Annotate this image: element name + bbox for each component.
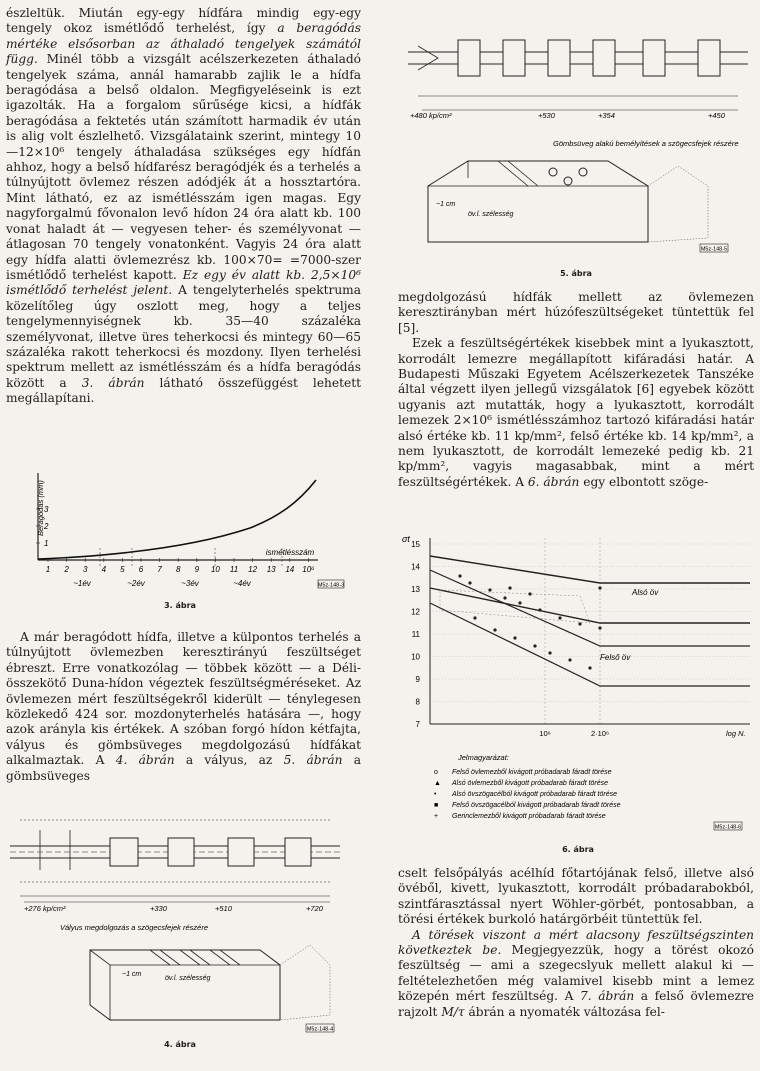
figure-reference: 5. ábrán xyxy=(283,753,343,768)
legend-symbol: • xyxy=(434,791,437,798)
data-point xyxy=(598,586,601,589)
data-point xyxy=(518,601,521,604)
data-point xyxy=(568,658,571,661)
curve-label: Alsó öv xyxy=(632,588,659,597)
figure-code: M5z-148-3 xyxy=(317,582,345,589)
dim-label: +330 xyxy=(150,904,167,913)
data-point xyxy=(533,644,536,647)
figure-reference: 4. ábrán xyxy=(115,753,175,768)
depth-label: ~1 cm xyxy=(436,201,456,208)
legend-symbol: o xyxy=(434,769,438,776)
x-tick-label: 14 xyxy=(285,565,295,574)
x-tick-label: 2 xyxy=(64,565,69,574)
data-point xyxy=(558,616,561,619)
y-tick-label: 9 xyxy=(415,675,420,684)
text-span: Ezek a feszültségértékek kisebbek mint a lyukasztott, korrodált lemezre megállapított kifáradási határ. A Budapesti Műszaki Egyetem Acélszerkezetek Tanszéke által végzett ilyen jellegű vizsgálatok [6] egyebek között ugyanis azt mutatták, hogy a lyukasztott, korrodált lemezek 2×10⁶ ismétlésszámhoz tartozó kifáradási határ alsó értéke kb. 11 kp/mm², felső értéke kb. 14 kp/mm², a nem lyukasztott, de korrodált lemezeké pedig kb. 21 kp/mm², vagyis magasabbak, mint a mért feszültségértékek. A xyxy=(398,336,754,489)
figure-3 xyxy=(20,468,350,618)
x-axis-label: log N. xyxy=(726,729,746,738)
legend-entry: Felső övlemezből kivágott próbadarab fáradt törése xyxy=(452,769,612,776)
y-tick-label: 13 xyxy=(411,585,420,594)
figure-4-caption: 4. ábra xyxy=(164,1040,196,1049)
figure-reference: 7. ábrán xyxy=(580,989,635,1004)
x-tick-label: 4 xyxy=(101,565,107,574)
legend-title: Jelmagyarázat: xyxy=(458,753,509,762)
text-span: a gömbsüveges xyxy=(6,753,361,783)
year-label: ~2év xyxy=(127,579,145,588)
year-label: ~3év xyxy=(181,579,199,588)
x-tick-label: 8 xyxy=(175,565,181,574)
data-point xyxy=(598,626,601,629)
data-point xyxy=(578,622,581,625)
emphasis-text: A törések viszont a mért alacsony feszültségszinten következtek be. xyxy=(398,927,754,958)
text-span: észleltük. Miután egy-egy hídfára mindig egy-egy tengely okoz ismétlődő terhelést, így xyxy=(6,6,361,36)
x-tick-label: 10⁶ xyxy=(302,565,315,574)
legend-symbol: ▲ xyxy=(434,780,441,787)
text-span: a vályus, az xyxy=(174,753,284,768)
y-tick-label: 10 xyxy=(411,652,420,662)
figure-4 xyxy=(10,800,350,1040)
figure-5-caption: 5. ábra xyxy=(560,269,592,278)
x-tick-label: 10⁶ xyxy=(539,729,551,738)
data-point xyxy=(458,574,461,577)
paragraph-3: megdolgozású hídfák mellett az övlemezen keresztirányban mért húzófeszültségeket tüntettük fel [5]. xyxy=(398,290,754,335)
width-label: öv.l. szélesség xyxy=(165,975,211,982)
paragraph-1 xyxy=(6,6,361,407)
data-point xyxy=(473,616,476,619)
dim-label: +480 kp/cm² xyxy=(410,111,452,120)
figure-reference: 3. ábrán xyxy=(81,375,145,390)
paragraph-2 xyxy=(6,630,361,784)
dim-label: +354 xyxy=(598,111,615,120)
y-tick-label: 12 xyxy=(411,607,420,617)
text-span: látható összefüggést lehetett megállapítani. xyxy=(6,375,362,406)
y-tick-label: 11 xyxy=(411,630,420,639)
figure-note: Vályus megdolgozás a szögecsfejek részére xyxy=(60,923,208,932)
data-point xyxy=(493,628,496,631)
y-tick-label: 3 xyxy=(44,505,49,514)
y-tick-label: 2 xyxy=(44,522,49,531)
legend-entry: Alsó övszögacélból kivágott próbadarab fáradt törése xyxy=(452,791,617,798)
dim-label: +720 xyxy=(306,904,323,913)
figure-code: M5z-148-5 xyxy=(700,246,728,253)
left-column-lower xyxy=(6,630,361,784)
x-tick-label: 10 xyxy=(210,565,220,574)
figure-6 xyxy=(400,528,754,844)
text-span: Minél több a vizsgált acélszerkezeten áthaladó tengelyek száma, annál hamarabb zajlik le a hídfa beragódása a belső oldalon. Megfigyeléseink is ezt igazolták. Ha a forgalom sűrűsége kicsi, a hídfák beragódása a fektetés után számított harmadik év után is alig volt észlelhető. Vizsgálataink szerint, mintegy 10—12×10⁶ tengely áthaladása szükséges egy hídfán ahhoz, hogy a belső hídfarész beragódjék és a terhelés a túlnyújtott övlemez részen adódjék át a hossztartóra. Mint látható, ez az ismétlésszám igen magas. Egy nagyforgalmú fővonalon levő hídon 24 óra alatt kb. 100 vonat haladt át — vegyesen teher- és személyvonat — átlagosan 70 tengely vonatonként. Vagyis 24 óra alatt egy hídfa alatti övlemezrész kb. 100×70= =7000-szer ismétlődő terhelést kapott. xyxy=(6,52,361,282)
legend-entry: Gerinclemezből kivágott próbadarab fáradt törése xyxy=(452,813,606,820)
text-span: a felső övlemezre rajzolt xyxy=(398,989,755,1019)
x-tick-label: 3 xyxy=(82,565,88,574)
y-tick-label: 15 xyxy=(411,540,420,549)
figure-code: M5z-148-4 xyxy=(306,1026,334,1033)
emphasis-text: a beragódás mértéke elsősorban az áthaladó tengelyek számától függ. xyxy=(6,21,361,67)
left-column xyxy=(6,6,361,407)
x-tick-label: 9 xyxy=(194,565,200,574)
dim-label: +450 xyxy=(708,111,725,120)
data-point xyxy=(508,586,511,589)
right-column-lower xyxy=(398,866,754,1020)
width-label: öv.l. szélesség xyxy=(468,211,514,218)
data-point xyxy=(538,608,541,611)
figure-3-caption: 3. ábra xyxy=(164,601,196,610)
data-point xyxy=(513,636,516,639)
curve-label: Felső öv xyxy=(600,653,631,662)
data-point xyxy=(468,581,471,584)
figure-5 xyxy=(408,6,754,268)
y-tick-label: 1 xyxy=(44,539,49,548)
dim-label: +510 xyxy=(215,904,232,913)
y-axis-label: σt xyxy=(402,534,410,544)
emphasis-text: Ez egy év alatt kb. 2,5×10⁶ ismétlődő terhelést jelent. xyxy=(6,267,361,298)
text-span: A tengelyterhelés spektruma közelítőleg úgy oszlott meg, hogy a teljes tengelymennyiségnek kb. 35—40 százaléka személyvonat, illetve üres teherkocsi és mintegy 60—65 százaléka rakott teherkocsi és mozdony. Ilyen terhelési spektrum mellett az ismétlésszám és a hídfa beragódás között a xyxy=(6,283,361,390)
y-tick-label: 14 xyxy=(411,562,420,572)
figure-note: Gömbsüveg alakú bemélyítések a szögecsfejek részére xyxy=(553,139,739,148)
paragraph-4 xyxy=(398,336,754,490)
paragraph-5: cselt felsőpályás acélhíd főtartójának felső, illetve alsó övéből, kivett, lyukasztott, korrodált próbadarabokból, szintfárasztással nyert Wöhler-görbét, pontosabban, a törési értékek burkoló határgörbéit tüntettük fel. xyxy=(398,866,754,927)
legend-symbol: ■ xyxy=(434,802,439,809)
dim-label: +530 xyxy=(538,111,555,120)
data-point xyxy=(503,596,506,599)
data-point xyxy=(588,666,591,669)
right-column-upper xyxy=(398,290,754,490)
x-tick-label: 5 xyxy=(120,565,125,574)
y-tick-label: 8 xyxy=(415,697,420,707)
text-span: egy elbontott szöge- xyxy=(579,474,709,489)
legend-entry: Felső övszögacélból kivágott próbadarab fáradt törése xyxy=(452,802,621,809)
x-tick-label: 1 xyxy=(45,565,51,574)
y-tick-label: 7 xyxy=(415,720,420,729)
data-point xyxy=(488,588,491,591)
text-span: Megjegyezzük, hogy a törést okozó feszültség — ami a szegecslyuk mellett alakul ki — feltételezhetően még valamivel kisebb mint a lemez közepén mért feszültség. A xyxy=(398,943,754,1004)
figure-reference: 6. ábrán xyxy=(527,474,580,489)
legend-symbol: + xyxy=(434,813,439,820)
year-label: ~1év xyxy=(73,579,91,588)
y-axis-label: Beragódás (mm) xyxy=(36,480,45,536)
depth-label: ~1 cm xyxy=(122,971,142,978)
x-tick-label: 7 xyxy=(157,565,162,574)
figure-6-caption: 6. ábra xyxy=(562,845,594,854)
legend-entry: Alsó övlemezből kivágott próbadarab fáradt törése xyxy=(452,780,609,787)
dim-label: +276 kp/cm² xyxy=(24,904,66,913)
x-tick-label: 11 xyxy=(229,565,239,574)
x-tick-label: 13 xyxy=(266,565,276,574)
data-point xyxy=(548,651,551,654)
x-tick-label: 12 xyxy=(248,565,258,574)
x-tick-label: 6 xyxy=(138,565,144,574)
year-label: ~4év xyxy=(233,579,251,588)
text-span: ábrán a nyomaték változása fel- xyxy=(464,1004,665,1019)
x-tick-label: 2·10⁶ xyxy=(590,729,610,738)
x-axis-label: ismétlésszám xyxy=(265,548,315,557)
math-expression: M/τ xyxy=(441,1004,465,1019)
paragraph-6 xyxy=(398,928,754,1020)
text-span: A már beragódott hídfa, illetve a külpontos terhelés a túlnyújtott övlemezben keresztirányú feszültséget ébreszt. Erre vonatkozólag — többek között — a Déli-összekötő Duna-hídon végeztek feszültségméréseket. Az övlemezen mért feszültségekről kiderült — ténylegesen közlekedő 424 sor. mozdonyterhelés hatására —, hogy azok arányla kis értékek. A szóban forgó hídon kétfajta, vályus és gömbsüveges megdolgozású hídfákat alkalmaztak. A xyxy=(6,630,361,768)
figure-code: M5z-148-6 xyxy=(714,824,742,831)
data-point xyxy=(528,592,531,595)
